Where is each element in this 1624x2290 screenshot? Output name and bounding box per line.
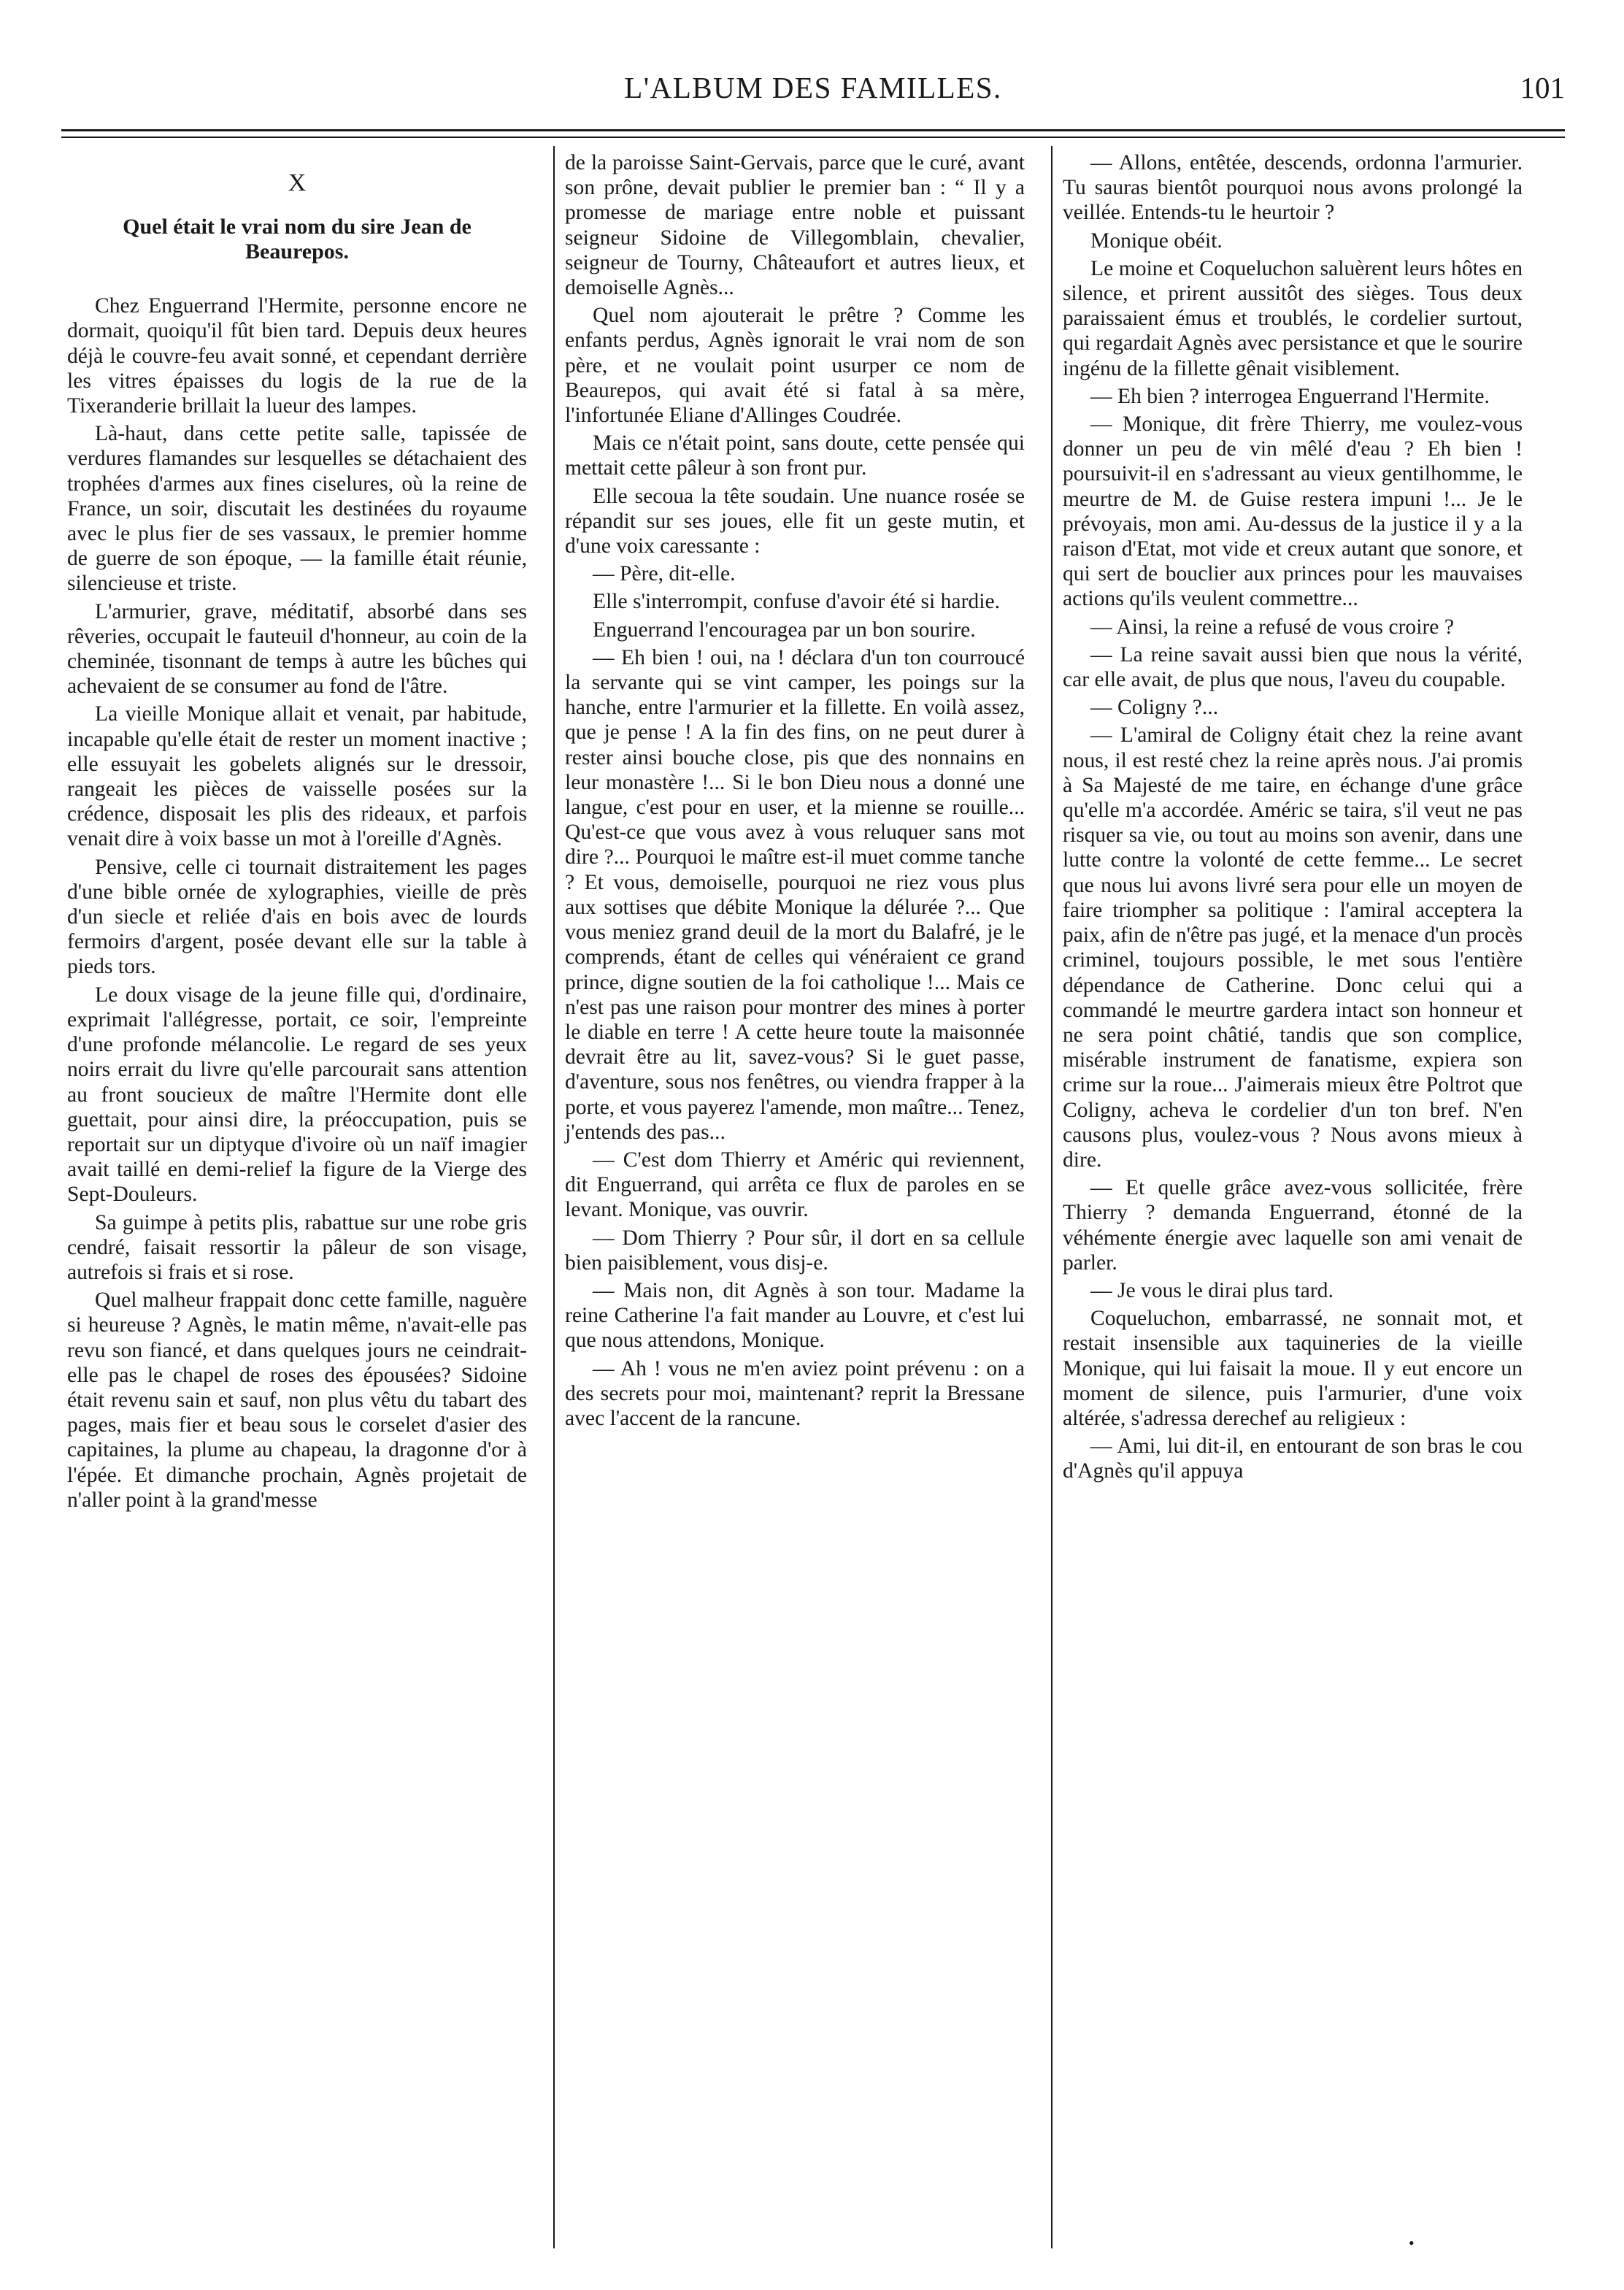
column-divider xyxy=(553,146,555,2248)
paragraph: — Dom Thierry ? Pour sûr, il dort en sa cellule bien paisiblement, vous disj-e. xyxy=(565,1226,1025,1275)
column-divider xyxy=(1051,146,1052,2248)
paragraph: — Allons, entêtée, descends, ordonna l'armurier. Tu sauras bientôt pourquoi nous avons prolongé la veillée. Entends-tu le heurtoir ? xyxy=(1063,151,1523,225)
paragraph: — Monique, dit frère Thierry, me voulez-vous donner un peu de vin mêlé d'eau ? Eh bien ! poursuivit-il en s'adressant au vieux gentilhomme, le meurtre de M. de Guise restera impuni !... Je le prévoyais, mon ami. Au-dessus de la justice il y a la raison d'Etat, mot vide et creux autant que sonore, et qui sert de bouclier aux princes pour les mauvaises actions qu'ils veulent commettre... xyxy=(1063,412,1523,611)
paragraph: — Et quelle grâce avez-vous sollicitée, frère Thierry ? demanda Enguerrand, étonné de la véhémente énergie avec laquelle son ami venait de parler. xyxy=(1063,1176,1523,1275)
paragraph: Elle secoua la tête soudain. Une nuance rosée se répandit sur ses joues, elle fit un geste mutin, et d'une voix caressante : xyxy=(565,484,1025,558)
paragraph: Enguerrand l'encouragea par un bon sourire. xyxy=(593,618,976,642)
paragraph: Quel nom ajouterait le prêtre ? Comme les enfants perdus, Agnès ignorait le vrai nom de son père, et ne voulait point usurper ce nom de Beaurepos, qui avait été si fatal à sa mère, l'infortunée Eliane d'Allinges Coudrée. xyxy=(565,304,1025,428)
paragraph: — Je vous le dirai plus tard. xyxy=(1090,1278,1334,1302)
running-title: L'ALBUM DES FAMILLES. xyxy=(624,71,1002,104)
page-number: 101 xyxy=(1520,71,1565,104)
paragraph: — Père, dit-elle. xyxy=(593,562,736,586)
page-header xyxy=(61,70,1565,121)
header-rule-top xyxy=(61,129,1565,131)
chapter-number: X xyxy=(288,169,307,196)
paragraph: Pensive, celle ci tournait distraitement les pages d'une bible ornée de xylographies, vieille de près d'un siecle et reliée d'ais en bois avec de lourds fermoirs d'argent, posée devant elle sur la table à pieds tors. xyxy=(67,855,527,979)
text-column-3 xyxy=(1063,150,1523,1487)
paragraph: Quel malheur frappait donc cette famille, naguère si heureuse ? Agnès, le matin même, n'avait-elle pas revu son fiancé, et dans quelques jours ne ceindrait-elle pas le chapel de roses des épousées? Sidoine était revenu sain et sauf, non plus vêtu du tabart des pages, mais fier et beau sous le corselet d'asier des capitaines, la plume au chapeau, la dragonne d'or à l'épée. Et dimanche prochain, Agnès projetait de n'aller point à la grand'messe xyxy=(67,1288,527,1512)
paragraph: Le moine et Coqueluchon saluèrent leurs hôtes en silence, et prirent aussitôt des sièges. Tous deux paraissaient émus et troublés, le cordelier surtout, qui regardait Agnès avec persistance et que le sourire ingénu de la fillette gênait visiblement. xyxy=(1063,256,1523,380)
paragraph: Là-haut, dans cette petite salle, tapissée de verdures flamandes sur lesquelles se détachaient des trophées d'armes aux fines ciselures, où la reine de France, un soir, discutait les destinées du royaume avec le plus fier de ses vassaux, le premier homme de guerre de son époque, — la famille était réunie, silencieuse et triste. xyxy=(67,422,527,596)
paragraph: Sa guimpe à petits plis, rabattue sur une robe gris cendré, faisait ressortir la pâleur de son visage, autrefois si frais et si rose. xyxy=(67,1210,527,1284)
paragraph: — Eh bien ? interrogea Enguerrand l'Hermite. xyxy=(1090,384,1490,408)
paragraph: — Ami, lui dit-il, en entourant de son bras le cou d'Agnès qu'il appuya xyxy=(1063,1434,1523,1483)
paragraph: Mais ce n'était point, sans doute, cette pensée qui mettait cette pâleur à son front pur. xyxy=(565,431,1025,480)
paragraph: de la paroisse Saint-Gervais, parce que le curé, avant son prône, devait publier le premier ban : “ Il y a promesse de mariage entre noble et puissant seigneur Sidoine de Villegomblain, chevalier, seigneur de Tourny, Châteaufort et autres lieux, et demoiselle Agnès... xyxy=(565,151,1025,300)
paragraph: Coqueluchon, embarrassé, ne sonnait mot, et restait insensible aux taquineries de la vieille Monique, qui lui faisait la moue. Il y eut encore un moment de silence, puis l'armurier, d'une voix altérée, s'adressa derechef au religieux : xyxy=(1063,1307,1523,1430)
paragraph: — Ainsi, la reine a refusé de vous croire ? xyxy=(1090,615,1454,639)
paragraph: — Eh bien ! oui, na ! déclara d'un ton courroucé la servante qui se vint camper, les poings sur la hanche, entre l'armurier et la fillette. En voilà assez, que je pense ! A la fin des fins, on ne peut durer à rester ainsi bouche close, pis que des nonnains en leur monastère !... Si le bon Dieu nous a donné une langue, c'est pour en user, et la mienne se rouille... Qu'est-ce que vous avez à vous reluquer sans mot dire ?... Pourquoi le maître est-il muet comme tanche ? Et vous, demoiselle, pourquoi ne riez vous plus aux sottises que débite Monique la délurée ?... Que vous meniez grand deuil de la mort du Balafré, je le comprends, étant de celles qui vénéraient ce grand prince, digne soutien de la foi catholique !... Mais ce n'est pas une raison pour montrer des mines à porter le diable en terre ! A cette heure toute la maisonnée devrait être au lit, savez-vous? Si le guet passe, d'aventure, sous nos fenêtres, ou viendra frapper à la porte, et vous payerez l'amende, mon maître... Tenez, j'entends des pas... xyxy=(565,645,1025,1144)
paragraph: Monique obéit. xyxy=(1090,228,1223,253)
text-column-2 xyxy=(565,150,1025,1434)
paragraph: — La reine savait aussi bien que nous la vérité, car elle avait, de plus que nous, l'aveu du coupable. xyxy=(1063,642,1523,692)
chapter-title: Quel était le vrai nom du sire Jean de Beaurepos. xyxy=(123,215,472,264)
paragraph: L'armurier, grave, méditatif, absorbé dans ses rêveries, occupait le fauteuil d'honneur, au coin de la cheminée, tisonnant de temps à autre les bûches qui achevaient de se consumer au fond de l'âtre. xyxy=(67,599,527,699)
paragraph: — Mais non, dit Agnès à son tour. Madame la reine Catherine l'a fait mander au Louvre, et c'est lui que nous attendons, Monique. xyxy=(565,1278,1025,1353)
paragraph: — L'amiral de Coligny était chez la reine avant nous, il est resté chez la reine après nous. J'ai promis à Sa Majesté de me taire, en échange d'une grâce qu'elle m'a accordée. Améric se taira, s'il veut ne pas risquer sa vie, ou tout au moins son avenir, dans une lutte contre la volonté de cette femme... Le secret que nous lui avons livré sera pour elle un moyen de faire triompher sa politique : l'amiral acceptera la paix, afin de n'être pas jugé, et la menace d'un procès criminel, toujours possible, le met sous l'entière dépendance de Catherine. Donc celui qui a commandé le meurtre gardera intact son honneur et ne sera point châtié, tandis que son complice, misérable instrument de fanatisme, expiera son crime sur la roue... J'aimerais mieux être Poltrot que Coligny, acheva le cordelier d'un ton bref. N'en causons plus, voulez-vous ? Nous avons mieux à dire. xyxy=(1063,723,1523,1172)
paragraph: — C'est dom Thierry et Améric qui reviennent, dit Enguerrand, qui arrêta ce flux de paroles en se levant. Monique, vas ouvrir. xyxy=(565,1148,1025,1222)
paragraph: Chez Enguerrand l'Hermite, personne encore ne dormait, quoiqu'il fût bien tard. Depuis deux heures déjà le couvre-feu avait sonné, et cependant derrière les vitres épaisses du logis de la rue de la Tixeranderie brillait la lueur des lampes. xyxy=(67,294,527,418)
text-column-1 xyxy=(67,150,527,1515)
paragraph: Le doux visage de la jeune fille qui, d'ordinaire, exprimait l'allégresse, portait, ce soir, l'empreinte d'une profonde mélancolie. Le regard de ses yeux noirs errait du livre qu'elle parcourait sans attention au front soucieux de maître l'Hermite dont elle guettait, pour ainsi dire, la préoccupation, puis se reportait sur un diptyque d'ivoire où un naïf imagier avait taillé en demi-relief la figure de la Vierge des Sept-Douleurs. xyxy=(67,983,527,1207)
header-rule-bottom xyxy=(61,137,1565,138)
paragraph: — Coligny ?... xyxy=(1090,696,1219,720)
paragraph: Elle s'interrompit, confuse d'avoir été si hardie. xyxy=(593,590,1000,614)
paragraph: — Ah ! vous ne m'en aviez point prévenu : on a des secrets pour moi, maintenant? reprit la Bressane avec l'accent de la rancune. xyxy=(565,1356,1025,1430)
paragraph: La vieille Monique allait et venait, par habitude, incapable qu'elle était de rester un moment inactive ; elle essuyait les gobelets alignés sur le dressoir, rangeait les pièces de vaisselle posées sur la crédence, disposait les plis des rideaux, et parfois venait dire à voix basse un mot à l'oreille d'Agnès. xyxy=(67,702,527,851)
printer-mark: • xyxy=(1409,2234,1415,2252)
